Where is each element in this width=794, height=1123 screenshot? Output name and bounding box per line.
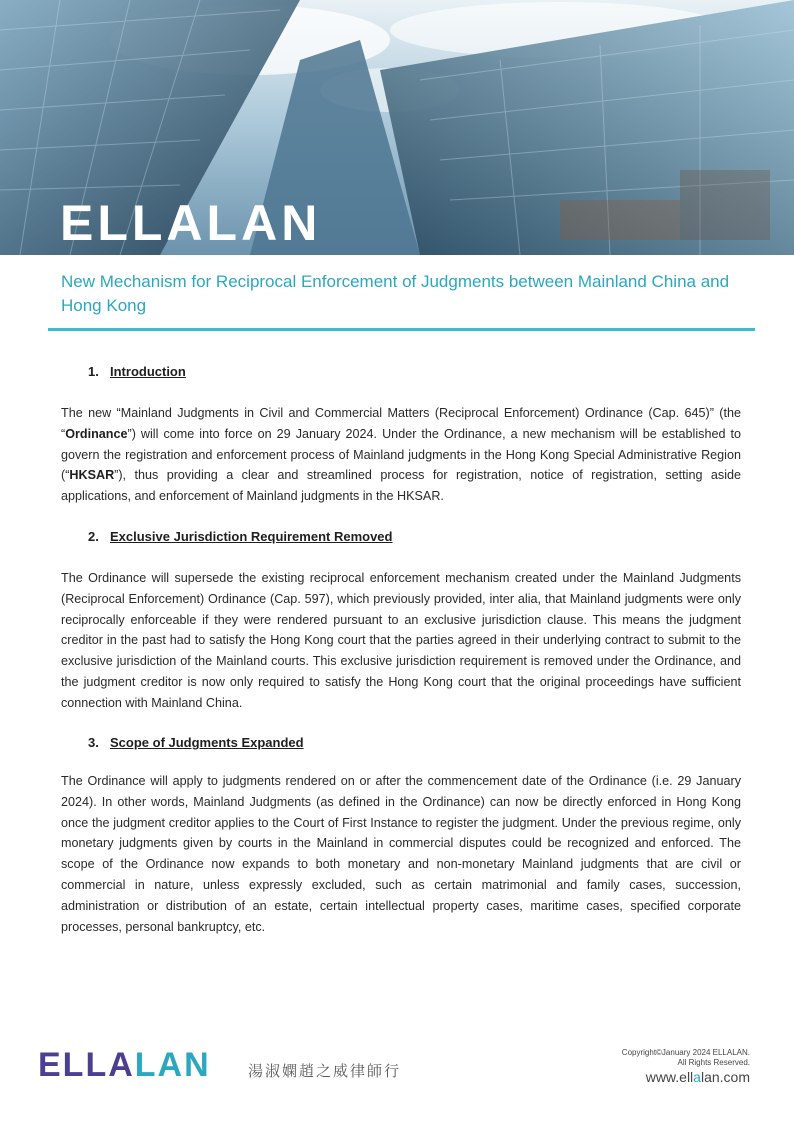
- section-heading-text: Introduction: [110, 364, 186, 379]
- footer-website-link[interactable]: [646, 1069, 750, 1085]
- header-banner: [0, 0, 794, 255]
- section-heading-scope: [88, 735, 304, 750]
- section-number: 2.: [88, 529, 99, 544]
- page-title: New Mechanism for Reciprocal Enforcement of Judgments between Mainland China and Hong Kong: [61, 272, 730, 315]
- footer-copyright: [622, 1048, 750, 1068]
- copyright-line-2: All Rights Reserved.: [677, 1058, 750, 1067]
- footer-chinese-name: 湯淑嫻趙之威律師行: [248, 1062, 402, 1080]
- copyright-line-1: Copyright©January 2024 ELLALAN.: [621, 1048, 750, 1057]
- url-accent: a: [693, 1069, 701, 1085]
- section-heading-introduction: [88, 364, 186, 379]
- section-paragraph-exclusive-jurisdiction: The Ordinance will supersede the existing reciprocal enforcement mechanism created under the Mainland Judgments (Reciprocal Enforcement) Ordinance (Cap. 597), which previously provided, inter alia, that Mainland judgments were only reciprocally enforceable if they were rendered pursuant to an exclusive jurisdiction clause. This means the judgment creditor in the past had to satisfy the Hong Kong court that the parties agreed in their underlying contract to submit to the exclusive jurisdiction of the Mainland courts. This exclusive jurisdiction requirement is removed under the Ordinance, and the judgment creditor is now only required to satisfy the Hong Kong court that the original proceedings have sufficient connection with Mainland China.: [61, 571, 741, 710]
- section-number: 3.: [88, 735, 99, 750]
- footer-logo: [38, 1046, 211, 1085]
- section-heading-text: Exclusive Jurisdiction Requirement Removed: [110, 529, 393, 544]
- title-divider: [48, 328, 755, 331]
- section-number: 1.: [88, 364, 99, 379]
- footer-logo-part2: LAN: [134, 1046, 211, 1084]
- url-prefix: www.ell: [645, 1069, 694, 1085]
- section-paragraph-introduction: The new “Mainland Judgments in Civil and Commercial Matters (Reciprocal Enforcement) Ordinance (Cap. 645)” (the “Ordinance”) will come into force on 29 January 2024. Under the Ordinance, a new mechanism will be established to govern the registration and enforcement process of Mainland judgments in the Hong Kong Special Administrative Region (“HKSAR”), thus providing a clear and streamlined process for registration, notice of registration, setting aside applications, and enforcement of Mainland judgments in the HKSAR.: [61, 406, 741, 504]
- footer-logo-part1: ELLA: [38, 1046, 135, 1084]
- section-paragraph-scope: The Ordinance will apply to judgments rendered on or after the commencement date of the Ordinance (i.e. 29 January 2024). In other words, Mainland Judgments (as defined in the Ordinance) can now be directly enforced in Hong Kong once the judgment creditor applies to the Court of First Instance to register the judgment. Under the previous regime, only monetary judgments given by courts in the Mainland in commercial disputes could be recognized and enforced. The scope of the Ordinance now expands to both monetary and non-monetary Mainland judgments that are civil or commercial in nature, unless expressly excluded, such as certain matrimonial and family cases, succession, administration or distribution of an estate, certain intellectual property cases, maritime cases, specified corporate processes, personal bankruptcy, etc.: [61, 774, 741, 934]
- url-suffix: lan.com: [700, 1069, 750, 1085]
- banner-logo: ELLALAN: [60, 195, 322, 251]
- section-heading-exclusive-jurisdiction: [88, 529, 392, 544]
- section-heading-text: Scope of Judgments Expanded: [110, 735, 304, 750]
